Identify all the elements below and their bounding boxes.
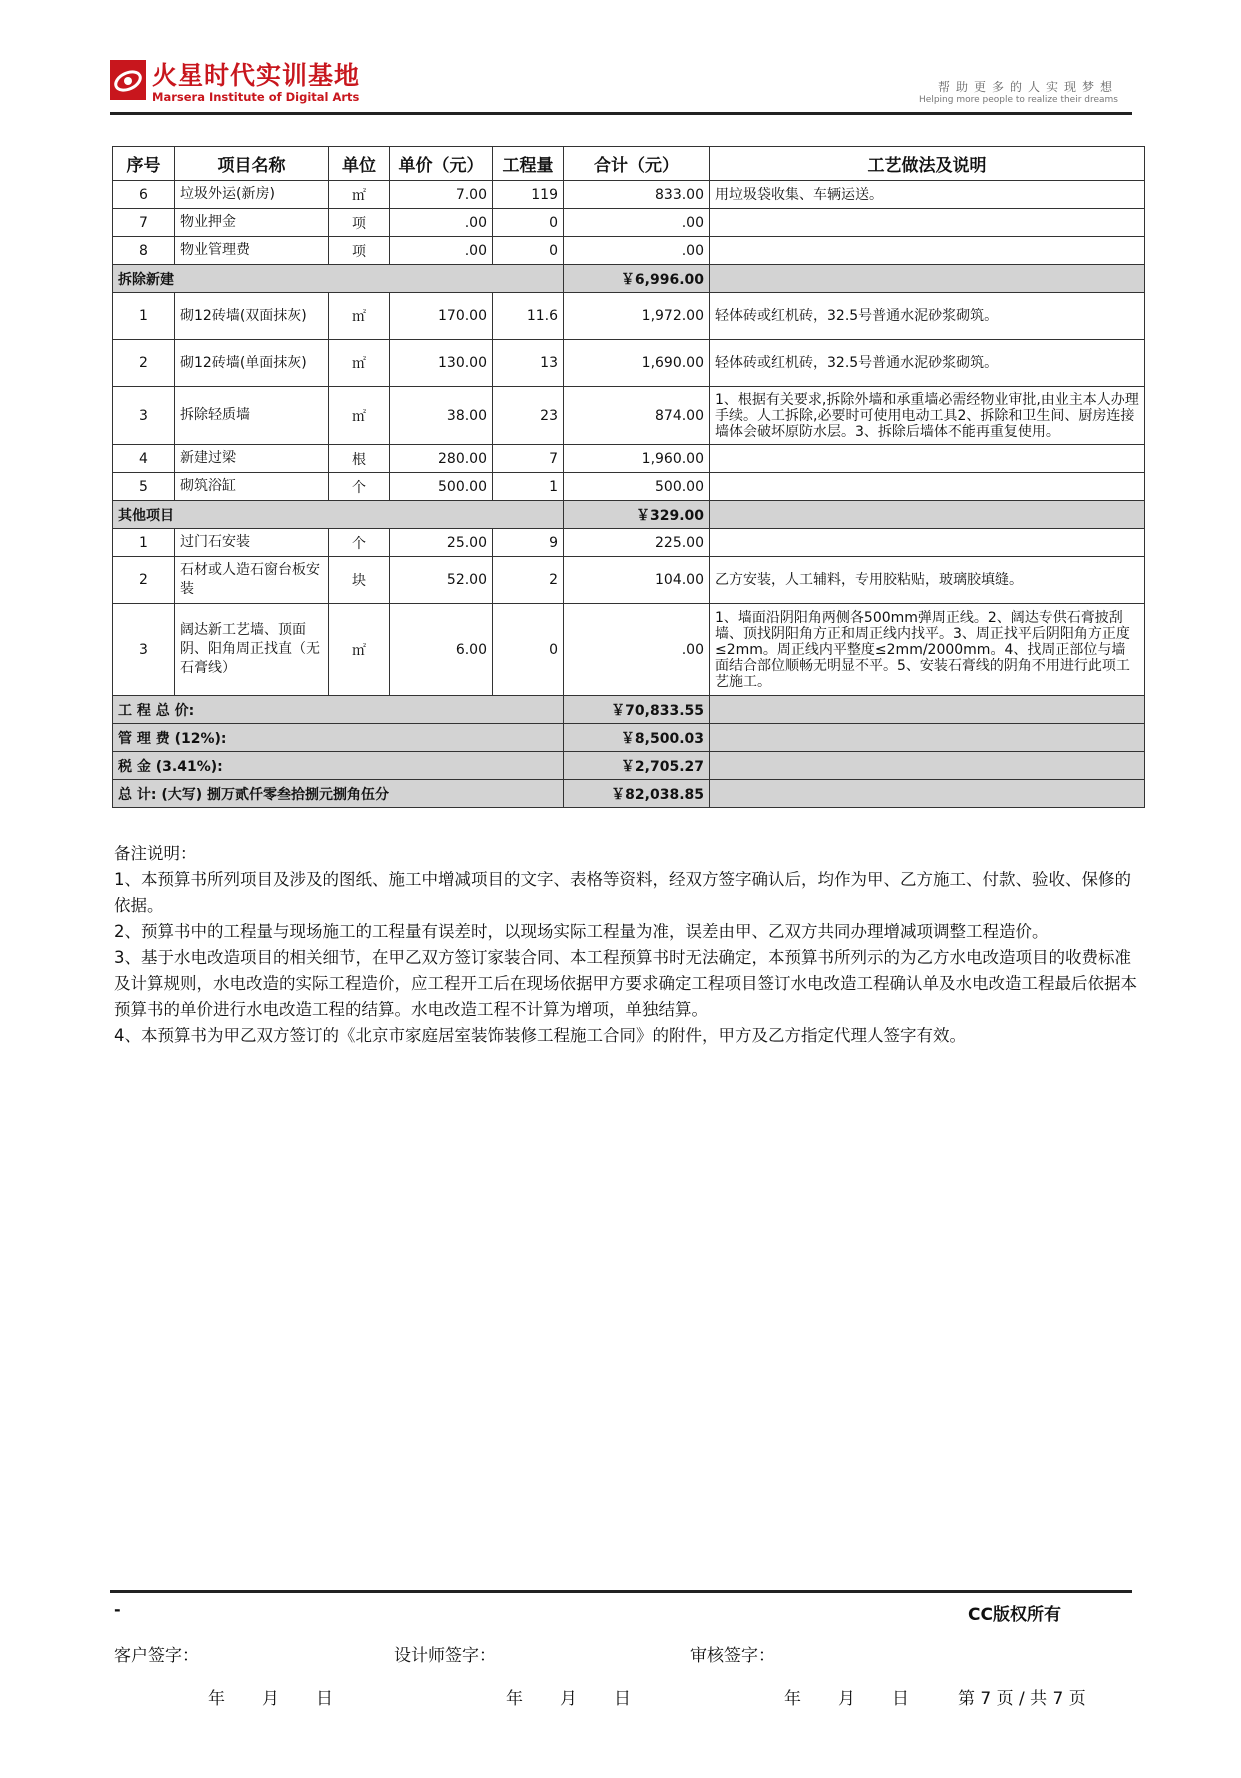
table-row [113,387,1145,445]
cell-total: 1,972.00 [564,293,710,340]
cell-price: 500.00 [390,473,493,501]
section-row [113,501,1145,529]
cell-total: 833.00 [564,181,710,209]
cell-price: 6.00 [390,604,493,696]
cell-price: .00 [390,237,493,265]
cell-name: 垃圾外运(新房) [175,181,329,209]
cell-no: 3 [113,604,175,696]
section-title: 拆除新建 [113,265,564,293]
table-row [113,473,1145,501]
cell-total: 500.00 [564,473,710,501]
cell-name: 石材或人造石窗台板安装 [175,557,329,604]
cell-price: 170.00 [390,293,493,340]
col-header-no: 序号 [113,147,175,181]
cell-no: 4 [113,445,175,473]
cell-total: 225.00 [564,529,710,557]
cell-desc: 1、根据有关要求,拆除外墙和承重墙必需经物业审批,由业主本人办理手续。人工拆除,必要时可使用电动工具2、拆除和卫生间、厨房连接墙体会破坏原防水层。3、拆除后墙体不能再重复使用。 [710,387,1145,445]
cell-desc: 轻体砖或红机砖，32.5号普通水泥砂浆砌筑。 [710,293,1145,340]
slogan-en: Helping more people to realize their dreams [919,95,1118,105]
cell-no: 8 [113,237,175,265]
table-row [113,293,1145,340]
table-row [113,340,1145,387]
table-row [113,237,1145,265]
designer-signature-label: 设计师签字： [394,1646,496,1666]
total-empty [710,780,1145,808]
cell-no: 7 [113,209,175,237]
cell-name: 新建过梁 [175,445,329,473]
page-header [110,58,1132,114]
cell-total: .00 [564,604,710,696]
total-empty [710,752,1145,780]
brand-name-en: Marsera Institute of Digital Arts [152,90,360,104]
cell-unit: 项 [329,237,390,265]
cell-desc: 轻体砖或红机砖，32.5号普通水泥砂浆砌筑。 [710,340,1145,387]
total-label: 总 计: (大写) 捌万贰仟零叁拾捌元捌角伍分 [113,780,564,808]
total-label: 税 金 (3.41%): [113,752,564,780]
table-row [113,209,1145,237]
cell-qty: 1 [493,473,564,501]
copyright-text: CC版权所有 [968,1605,1061,1625]
cell-desc: 用垃圾袋收集、车辆运送。 [710,181,1145,209]
note-item: 1、本预算书所列项目及涉及的图纸、施工中增减项目的文字、表格等资料，经双方签字确认后，均作为甲、乙方施工、付款、验收、保修的依据。 [114,870,1131,915]
col-header-desc: 工艺做法及说明 [710,147,1145,181]
cell-unit: 项 [329,209,390,237]
cell-unit: ㎡ [329,293,390,340]
header-divider [110,112,1132,115]
cell-qty: 11.6 [493,293,564,340]
cell-no: 5 [113,473,175,501]
col-header-name: 项目名称 [175,147,329,181]
total-value: ￥70,833.55 [564,696,710,724]
designer-date: 年 月 日 [506,1689,632,1709]
col-header-total: 合计（元） [564,147,710,181]
cell-qty: 119 [493,181,564,209]
cell-unit: 根 [329,445,390,473]
total-row [113,696,1145,724]
customer-date: 年 月 日 [208,1689,334,1709]
cell-no: 2 [113,340,175,387]
cell-total: 104.00 [564,557,710,604]
table-row [113,557,1145,604]
cell-name: 物业管理费 [175,237,329,265]
cell-no: 3 [113,387,175,445]
section-total: ￥6,996.00 [564,265,710,293]
section-row [113,265,1145,293]
cell-qty: 0 [493,237,564,265]
note-item: 4、本预算书为甲乙双方签订的《北京市家庭居室装饰装修工程施工合同》的附件，甲方及乙方指定代理人签字有效。 [114,1026,966,1045]
total-empty [710,724,1145,752]
cell-price: 25.00 [390,529,493,557]
total-row [113,780,1145,808]
cell-name: 砌12砖墙(双面抹灰) [175,293,329,340]
page-number: 第 7 页 / 共 7 页 [958,1689,1086,1709]
cell-desc [710,529,1145,557]
cell-name: 砌筑浴缸 [175,473,329,501]
cell-desc [710,209,1145,237]
note-item: 2、预算书中的工程量与现场施工的工程量有误差时，以现场实际工程量为准，误差由甲、乙双方共同办理增减项调整工程造价。 [114,922,1049,941]
cell-qty: 13 [493,340,564,387]
total-value: ￥2,705.27 [564,752,710,780]
cell-total: 1,960.00 [564,445,710,473]
cell-total: 1,690.00 [564,340,710,387]
reviewer-signature-label: 审核签字： [690,1646,775,1666]
table-row [113,445,1145,473]
budget-table [112,146,1145,808]
notes-section [114,841,1144,1049]
cell-price: 7.00 [390,181,493,209]
cell-qty: 0 [493,209,564,237]
cell-qty: 9 [493,529,564,557]
cell-qty: 23 [493,387,564,445]
cell-unit: 个 [329,473,390,501]
total-value: ￥8,500.03 [564,724,710,752]
cell-desc [710,473,1145,501]
table-row [113,604,1145,696]
cell-unit: ㎡ [329,181,390,209]
total-label: 工 程 总 价: [113,696,564,724]
cell-unit: 个 [329,529,390,557]
cell-name: 阔达新工艺墙、顶面阴、阳角周正找直（无石膏线） [175,604,329,696]
cell-no: 6 [113,181,175,209]
cell-unit: ㎡ [329,604,390,696]
customer-signature-label: 客户签字： [114,1646,199,1666]
cell-desc: 乙方安装，人工辅料，专用胶粘贴，玻璃胶填缝。 [710,557,1145,604]
col-header-price: 单价（元） [390,147,493,181]
slogan-zh: 帮助更多的人实现梦想 [937,80,1118,94]
cell-price: 280.00 [390,445,493,473]
table-header-row [113,147,1145,181]
cell-name: 拆除轻质墙 [175,387,329,445]
total-row [113,752,1145,780]
cell-name: 砌12砖墙(单面抹灰) [175,340,329,387]
cell-unit: ㎡ [329,387,390,445]
notes-title: 备注说明： [114,844,197,863]
cell-name: 过门石安装 [175,529,329,557]
mars-logo-icon [110,60,146,100]
cell-no: 1 [113,529,175,557]
reviewer-date: 年 月 日 [784,1689,910,1709]
cell-qty: 2 [493,557,564,604]
cell-total: 874.00 [564,387,710,445]
cell-total: .00 [564,237,710,265]
cell-price: 38.00 [390,387,493,445]
cell-no: 2 [113,557,175,604]
cell-total: .00 [564,209,710,237]
table-row [113,529,1145,557]
cell-qty: 0 [493,604,564,696]
cell-price: 52.00 [390,557,493,604]
section-title: 其他项目 [113,501,564,529]
section-empty [710,265,1145,293]
total-row [113,724,1145,752]
cell-price: 130.00 [390,340,493,387]
cell-unit: ㎡ [329,340,390,387]
total-empty [710,696,1145,724]
cell-no: 1 [113,293,175,340]
cell-price: .00 [390,209,493,237]
brand-name-zh: 火星时代实训基地 [152,61,361,90]
total-value: ￥82,038.85 [564,780,710,808]
note-item: 3、基于水电改造项目的相关细节，在甲乙双方签订家装合同、本工程预算书时无法确定，本预算书所列示的为乙方水电改造项目的收费标准及计算规则，水电改造的实际工程造价，应工程开工后在现场依据甲方要求确定工程项目签订水电改造工程确认单及水电改造工程最后依据本预算书的单价进行水电改造工程的结算。水电改造工程不计算为增项，单独结算。 [114,948,1137,1019]
col-header-qty: 工程量 [493,147,564,181]
cell-desc: 1、墙面沿阴阳角两侧各500mm弹周正线。2、阔达专供石膏披刮墙、顶找阴阳角方正和周正线内找平。3、周正找平后阴阳角方正度≤2mm。周正线内平整度≤2mm/2000mm。4、找周正部位与墙面结合部位顺畅无明显不平。5、安装石膏线的阴角不用进行此项工艺施工。 [710,604,1145,696]
total-label: 管 理 费 (12%): [113,724,564,752]
cell-name: 物业押金 [175,209,329,237]
cell-qty: 7 [493,445,564,473]
section-empty [710,501,1145,529]
footer-divider [110,1590,1132,1593]
section-total: ￥329.00 [564,501,710,529]
col-header-unit: 单位 [329,147,390,181]
cell-unit: 块 [329,557,390,604]
cell-desc [710,445,1145,473]
cell-desc [710,237,1145,265]
table-row [113,181,1145,209]
footer-dash: - [114,1600,121,1619]
